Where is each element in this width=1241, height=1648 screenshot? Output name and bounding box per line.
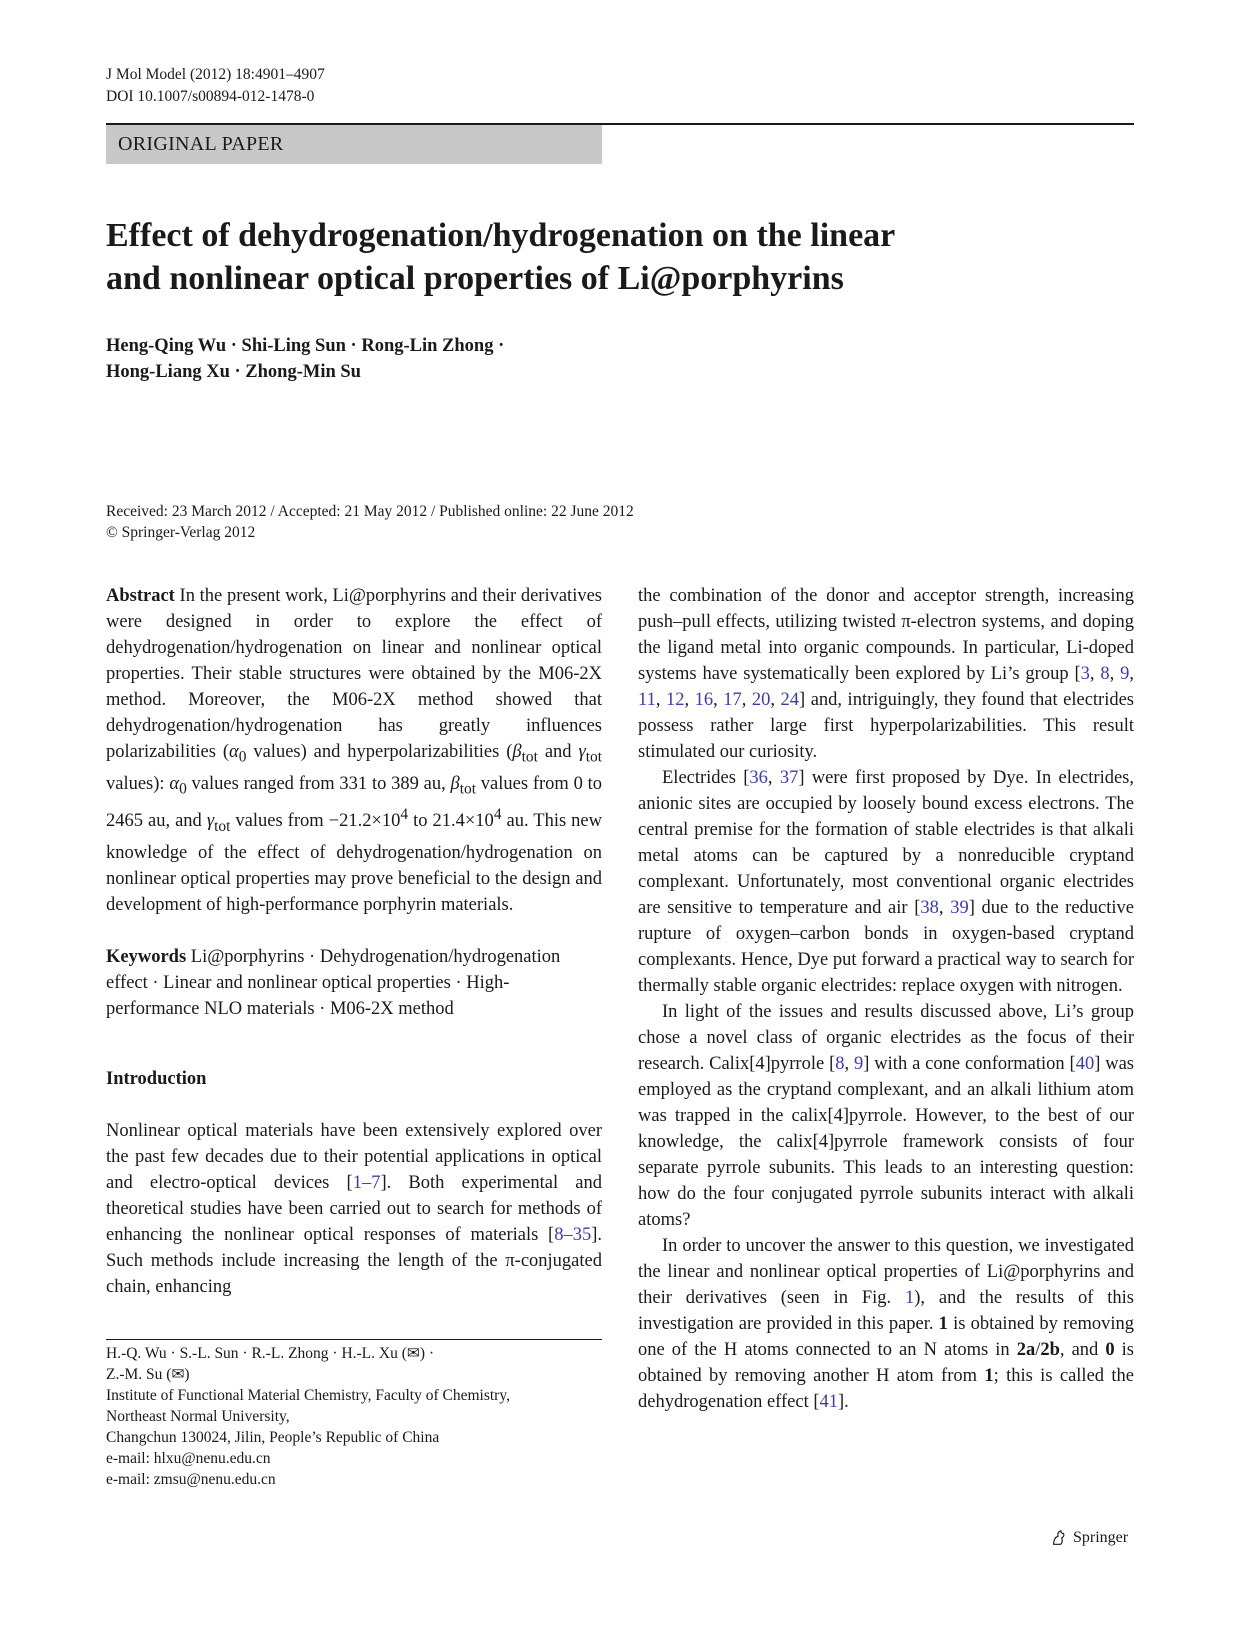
citation-link[interactable]: 24 [780, 690, 800, 710]
citation-link[interactable]: 37 [779, 768, 799, 788]
citation-link[interactable]: 12 [665, 690, 685, 710]
body-paragraph-2: Electrides [36, 37] were first proposed by Dye. In electrides, anionic sites are occupied by loosely bound excess electrons. The central premise for the formation of stable electrides is that alkali metal atoms can be captured by a nonreducible cryptand complexant. Unfortunately, most conventional organic electrides are sensitive to temperature and air [38, 39] due to the reductive rupture of oxygen–carbon bonds in oxygen-based cryptand complexants. Hence, Dye put forward a practical way to search for thermally stable organic electrides: replace oxygen with nitrogen. [638, 768, 1135, 996]
authors-line-1: Heng-Qing Wu · Shi-Ling Sun · Rong-Lin Zhong · [106, 336, 505, 356]
author-list [106, 333, 504, 385]
citation-link[interactable]: 3 [1080, 664, 1090, 684]
email-hlxu: e-mail: hlxu@nenu.edu.cn [106, 1450, 271, 1467]
right-column [638, 583, 1134, 1415]
body-paragraph-1: the combination of the donor and acceptor strength, increasing push–pull effects, utilizing twisted π-electron systems, and doping the ligand metal into organic compounds. In particular, Li-doped systems have systematically been explored by Li’s group [3, 8, 9, 11, 12, 16, 17, 20, 24] and, intriguingly, they found that electrides possess rather large first hyperpolarizabilities. This result stimulated our curiosity. [638, 586, 1135, 762]
figure-link[interactable]: 1 [905, 1288, 915, 1308]
article-history [106, 501, 634, 543]
copyright: © Springer-Verlag 2012 [106, 524, 256, 541]
citation-link[interactable]: 16 [694, 690, 714, 710]
citation-link[interactable]: 36 [749, 768, 768, 788]
section-heading-introduction: Introduction [106, 1069, 207, 1090]
citation-link[interactable]: 8 [835, 1054, 845, 1074]
article-type-label: ORIGINAL PAPER [118, 133, 284, 155]
paper-title [106, 214, 1056, 300]
received-dates: Received: 23 March 2012 / Accepted: 21 May 2012 / Published online: 22 June 2012 [106, 503, 634, 520]
journal-info [106, 64, 325, 108]
citation-link[interactable]: 17 [723, 690, 742, 710]
introduction-paragraph: Nonlinear optical materials have been extensively explored over the past few decades due to their potential applications in optical and electro-optical devices [1–7]. Both experimental and theoretical studies have been carried out to search for methods of enhancing the nonlinear optical responses of materials [8–35]. Such methods include increasing the length of the π-conjugated chain, enhancing [106, 1121, 602, 1298]
body-paragraph-4: In order to uncover the answer to this question, we investigated the linear and nonlinear optical properties of Li@porphyrins and their derivatives (seen in Fig. 1), and the results of this investigation are provided in this paper. 1 is obtained by removing one of the H atoms connected to an N atoms in 2a/2b, and 0 is obtained by removing another H atom from 1; this is called the dehydrogenation effect [41]. [638, 1236, 1134, 1412]
publisher-name: Springer [1073, 1529, 1129, 1546]
citation-link[interactable]: 1–7 [352, 1173, 381, 1194]
keywords [106, 944, 602, 1022]
citation-link[interactable]: 9 [1120, 664, 1130, 684]
publisher-logo [1050, 1528, 1128, 1548]
keywords-text: Li@porphyrins · Dehydrogenation/hydrogenation effect · Linear and nonlinear optical properties · High-performance NLO materials · M06-2X method [106, 947, 561, 1020]
citation-link[interactable]: 40 [1075, 1054, 1095, 1074]
springer-horse-icon [1050, 1529, 1068, 1547]
left-column [106, 583, 602, 1300]
title-line-2: and nonlinear optical properties of Li@porphyrins [106, 260, 844, 297]
authors-line-2: Hong-Liang Xu · Zhong-Min Su [106, 362, 361, 382]
citation-link[interactable]: 41 [819, 1392, 838, 1412]
footnote-rule [106, 1339, 602, 1340]
abstract-label: Abstract [106, 586, 175, 606]
citation-link[interactable]: 38 [920, 898, 939, 918]
citation-link[interactable]: 11 [638, 690, 656, 710]
title-line-1: Effect of dehydrogenation/hydrogenation on the linear [106, 217, 896, 254]
citation-link[interactable]: 9 [854, 1054, 864, 1074]
author-affiliations: H.-Q. Wu · S.-L. Sun · R.-L. Zhong · H.-L. Xu (✉) · Z.-M. Su (✉) Institute of Functional Material Chemistry, Faculty of Chemistry, Northeast Normal University, Changchun 130024, Jilin, People’s Republic of China e-mail: hlxu@nenu.edu.cn e-mail: zmsu@nenu.edu.cn [106, 1345, 510, 1488]
citation-link[interactable]: 20 [751, 690, 771, 710]
citation-link[interactable]: 8 [1100, 664, 1110, 684]
journal-doi: DOI 10.1007/s00894-012-1478-0 [106, 88, 315, 105]
body-paragraph-3: In light of the issues and results discussed above, Li’s group chose a novel class of organic electrides as the focus of their research. Calix[4]pyrrole [8, 9] with a cone conformation [40] was employed as the cryptand complexant, and an alkali lithium atom was trapped in the calix[4]pyrrole. However, to the best of our knowledge, the calix[4]pyrrole framework consists of four separate pyrrole subunits. This leads to an interesting question: how do the four conjugated pyrrole subunits interact with alkali atoms? [638, 1002, 1135, 1230]
citation-link[interactable]: 8–35 [554, 1225, 592, 1246]
journal-citation: J Mol Model (2012) 18:4901–4907 [106, 66, 325, 83]
article-type-banner [106, 125, 602, 164]
keywords-label: Keywords [106, 947, 187, 968]
email-zmsu: e-mail: zmsu@nenu.edu.cn [106, 1471, 276, 1488]
abstract: Abstract In the present work, Li@porphyrins and their derivatives were designed in order to explore the effect of dehydrogenation/hydrogenation on linear and nonlinear optical properties. Their stable structures were obtained by the M06-2X method. Moreover, the M06-2X method showed that dehydrogenation/hydrogenation has greatly influences polarizabilities ($\alpha_0$ values) and hyperpolarizabilities ($\beta_{tot}$ and $\gamma_{tot}$ values): $\alpha_0$ values ranged from 331 to 389 au, $\beta_{tot}$ values from 0 to 2465 au, and $\gamma_{tot}$ values from $-21.2\times 10^4$ to $21.4\times 10^4$ au. This new knowledge of the effect of dehydrogenation/hydrogenation on nonlinear optical properties may prove beneficial to the design and development of high-performance porphyrin materials. [106, 586, 603, 916]
citation-list: 3, 8, 9, 11, 12, 16, 17, 20, 24 [638, 664, 1135, 710]
citation-link[interactable]: 39 [950, 898, 969, 918]
